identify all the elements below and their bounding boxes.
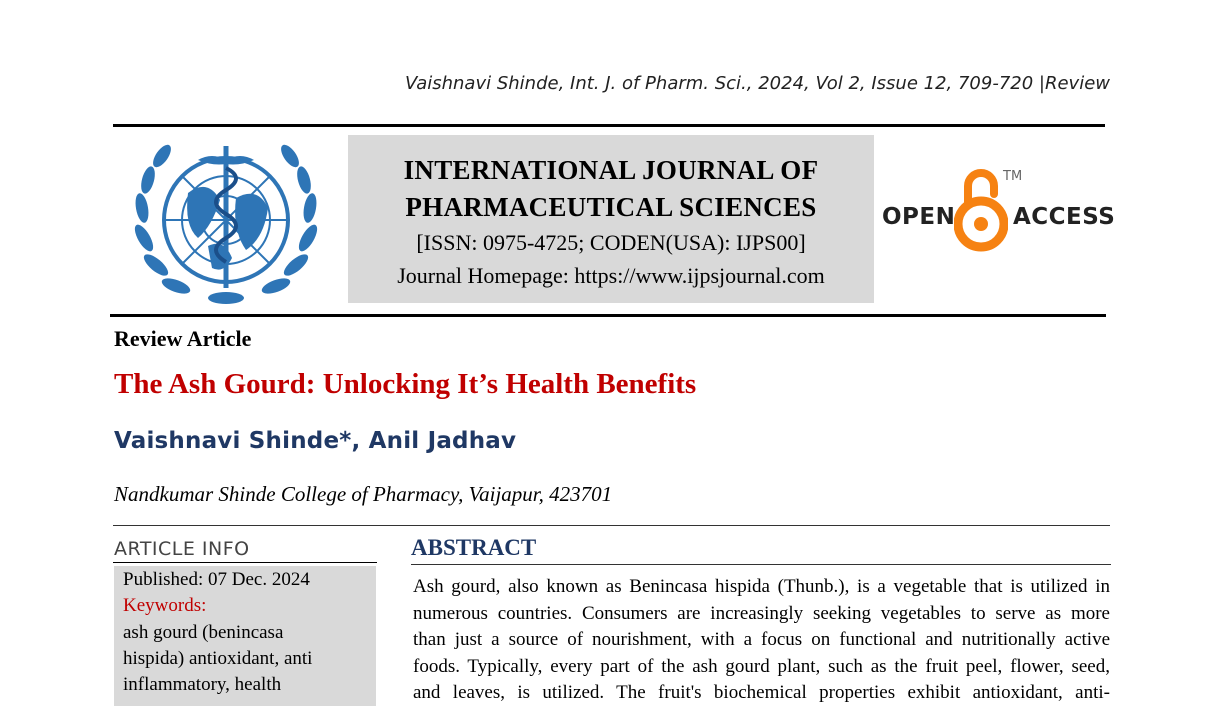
article-title: The Ash Gourd: Unlocking It’s Health Benefits (114, 368, 697, 400)
open-access-lock-icon (954, 164, 1008, 252)
section-divider (113, 525, 1110, 526)
keywords-line: ash gourd (benincasa (123, 622, 284, 643)
journal-issn: [ISSN: 0975-4725; CODEN(USA): IJPS00] (416, 230, 806, 255)
abstract-line: and leaves, is utilized. The fruit's biochemical properties exhibit antioxidant, anti- (413, 682, 1110, 703)
open-access-access-text: ACCESS (1013, 204, 1116, 230)
published-date: Published: 07 Dec. 2024 (123, 569, 310, 590)
journal-title-line1: INTERNATIONAL JOURNAL OF (403, 155, 819, 185)
journal-homepage[interactable]: Journal Homepage: https://www.ijpsjournal.com (397, 263, 825, 288)
abstract-line: foods. Typically, every part of the ash gourd plant, such as the fruit peel, flower, seed, (413, 655, 1110, 677)
abstract-line: than just a source of nourishment, with a focus on functional and nutritionally active (413, 629, 1110, 650)
running-header-citation: Vaishnavi Shinde, Int. J. of Pharm. Sci., 2024, Vol 2, Issue 12, 709-720 |Review (405, 73, 1110, 94)
article-type: Review Article (114, 326, 252, 351)
header-top-rule (113, 124, 1105, 127)
keywords-line: inflammatory, health (123, 674, 282, 695)
abstract-heading: ABSTRACT (411, 535, 537, 560)
article-info-rule (113, 562, 377, 563)
journal-title-line2: PHARMACEUTICAL SCIENCES (405, 192, 817, 222)
keywords-label: Keywords: (123, 595, 207, 616)
open-access-open-text: OPEN (882, 204, 956, 230)
abstract-line: numerous countries. Consumers are increasingly seeking vegetables to serve as more (413, 602, 1110, 624)
open-access-logo (880, 164, 1116, 254)
journal-masthead-box (348, 135, 874, 303)
keywords-line: hispida) antioxidant, anti (123, 648, 313, 669)
journal-emblem-logo (128, 138, 324, 306)
article-info-heading: ARTICLE INFO (114, 538, 250, 560)
abstract-body (413, 574, 1110, 707)
author-affiliation: Nandkumar Shinde College of Pharmacy, Vaijapur, 423701 (114, 482, 613, 506)
abstract-rule (411, 564, 1111, 565)
header-bottom-rule (110, 314, 1106, 317)
article-info-box (114, 566, 376, 706)
article-authors: Vaishnavi Shinde*, Anil Jadhav (114, 428, 517, 454)
open-access-trademark: TM (1003, 169, 1023, 184)
abstract-line: Ash gourd, also known as Benincasa hispida (Thunb.), is a vegetable that is utilized in (413, 576, 1110, 597)
